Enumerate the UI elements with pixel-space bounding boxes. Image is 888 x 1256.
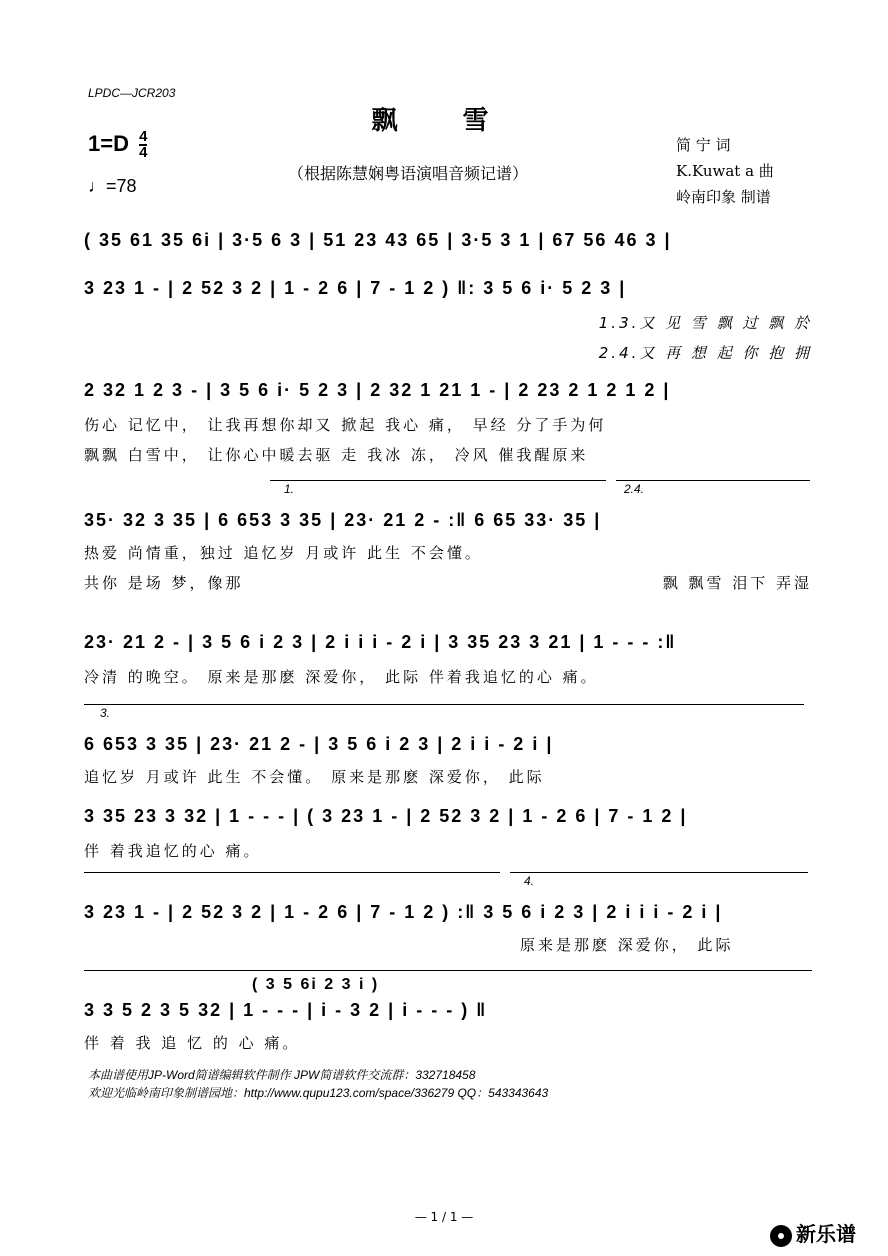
lyricist: 简 宁 词: [676, 136, 731, 154]
footer-notes: [88, 1066, 548, 1102]
volta-bracket-1: [270, 480, 606, 481]
lyric-line-9: 伴 着 我 追 忆 的 心 痛。: [84, 1034, 301, 1052]
notes-line-9: 3 3 5 2 3 5 32 | 1 - - - | i - 3 2 | i - - - ) ‖: [84, 1000, 488, 1020]
volta-bracket-2: [616, 480, 810, 481]
volta-label-2: 2.4.: [624, 482, 645, 496]
logo-text: 新乐谱: [796, 1222, 856, 1246]
lyric-line-2b: 2.4.又 再 想 起 你 抱 拥: [598, 344, 812, 362]
site-logo: [770, 1218, 856, 1247]
composer: K.Kuwat a 曲: [676, 162, 774, 180]
lyric-line-8: 原来是那麽 深爱你， 此际: [520, 936, 734, 954]
lyric-line-4b: 共你 是场 梦，像那: [84, 574, 244, 592]
score-code: LPDC—JCR203: [88, 86, 176, 100]
volta-bracket-3: [84, 704, 804, 705]
record-icon: [770, 1225, 792, 1247]
notes-line-2: 3 23 1 - | 2 52 3 2 | 1 - 2 6 | 7 - 1 2 ) ‖: 3 5 6 i· 5 2 3 |: [84, 278, 627, 298]
notes-line-7: 3 35 23 3 32 | 1 - - - | ( 3 23 1 - | 2 52 3 2 | 1 - 2 6 | 7 - 1 2 |: [84, 806, 688, 826]
lyric-line-4b-right: 飘 飘雪 泪下 弄湿: [662, 574, 812, 592]
volta-label-1: 1.: [284, 482, 295, 496]
time-bottom: 4: [139, 144, 148, 161]
volta-label-4: 4.: [524, 874, 535, 888]
notes-line-5: 23· 21 2 - | 3 5 6 i 2 3 | 2 i i i - 2 i | 3 35 23 3 21 | 1 - - - :‖: [84, 632, 677, 652]
lyric-line-3a: 伤心 记忆中， 让我再想你却又 掀起 我心 痛， 早经 分了手为何: [84, 416, 607, 434]
volta-bracket-4: [510, 872, 808, 873]
lyric-line-7: 伴 着我追忆的心 痛。: [84, 842, 262, 860]
key-signature: [88, 130, 147, 160]
time-signature: [139, 130, 147, 160]
lyric-line-3b: 飘飘 白雪中， 让你心中暖去驱 走 我冰 冻， 冷风 催我醒原来: [84, 446, 589, 464]
lyric-line-6: 追忆岁 月或许 此生 不会懂。 原来是那麽 深爱你， 此际: [84, 768, 545, 786]
notes-line-4: 35· 32 3 35 | 6 653 3 35 | 23· 21 2 - :‖ 6 65 33· 35 |: [84, 510, 602, 530]
notes-line-1: ( 35 61 35 6i | 3·5 6 3 | 51 23 43 65 | 3·5 3 1 | 67 56 46 3 |: [84, 230, 672, 250]
arranger: 岭南印象 制谱: [676, 188, 771, 206]
lyric-line-2a: 1.3.又 见 雪 飘 过 飘 於: [598, 314, 812, 332]
lyric-line-5: 冷清 的晚空。 原来是那麽 深爱你， 此际 伴着我追忆的心 痛。: [84, 668, 599, 686]
credits: [676, 132, 774, 210]
staff-rule: [84, 970, 812, 971]
subtitle: （根据陈慧娴粤语演唱音频记谱）: [288, 164, 529, 183]
tempo-mark: ♩=78: [88, 176, 137, 196]
page-number: — 1 / 1 —: [414, 1210, 474, 1224]
volta-label-3: 3.: [100, 706, 111, 720]
lyric-line-4a: 热爱 尚情重，独过 追忆岁 月或许 此生 不会懂。: [84, 544, 483, 562]
notes-line-6: 6 653 3 35 | 23· 21 2 - | 3 5 6 i 2 3 | 2 i i - 2 i |: [84, 734, 554, 754]
footer-line-1: 本曲谱使用JP-Word简谱编辑软件制作 JPW简谱软件交流群：332718458: [88, 1068, 476, 1082]
footer-line-2: 欢迎光临岭南印象制谱园地：http://www.qupu123.com/space/336279 QQ：543343643: [88, 1086, 549, 1100]
song-title: 飘 雪: [371, 106, 517, 136]
notes-line-3: 2 32 1 2 3 - | 3 5 6 i· 5 2 3 | 2 32 1 21 1 - | 2 23 2 1 2 1 2 |: [84, 380, 671, 400]
time-top: 4: [139, 128, 148, 145]
key-label: 1=D: [88, 130, 129, 156]
repeat-span-line: [84, 872, 500, 873]
notes-line-9-upper: ( 3 5 6i 2 3 i ): [252, 976, 380, 993]
notes-line-8: 3 23 1 - | 2 52 3 2 | 1 - 2 6 | 7 - 1 2 ) :‖ 3 5 6 i 2 3 | 2 i i i - 2 i |: [84, 902, 723, 922]
